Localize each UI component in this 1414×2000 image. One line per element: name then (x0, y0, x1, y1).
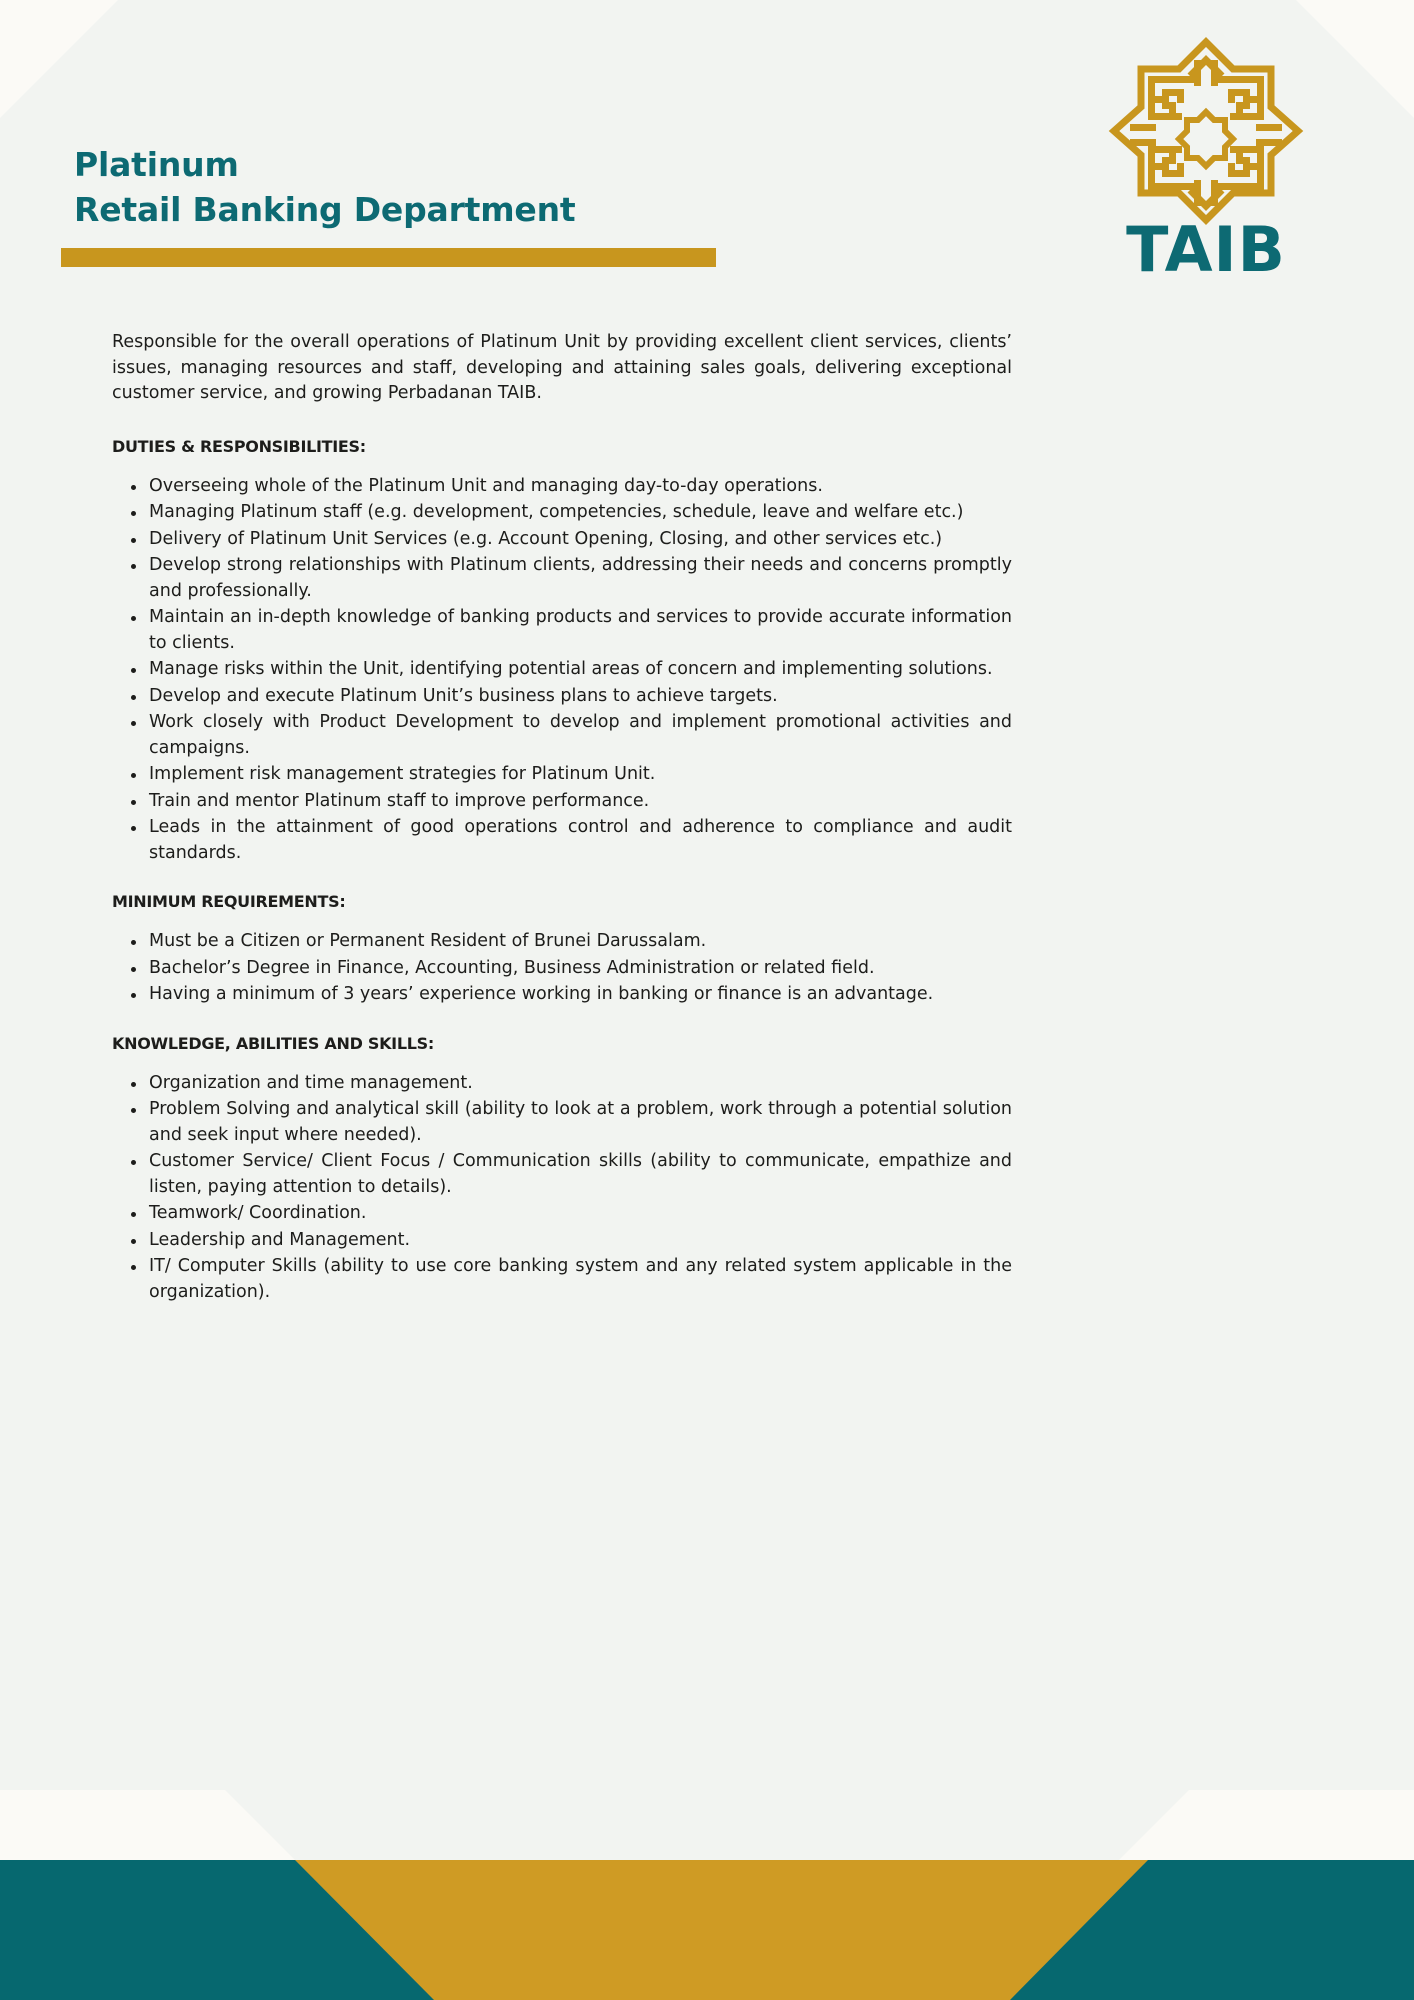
list-item: Leads in the attainment of good operations control and adherence to compliance and audit standards. (112, 815, 1012, 866)
section-heading-duties: DUTIES & RESPONSIBILITIES: (112, 436, 366, 456)
list-item: Work closely with Product Development to develop and implement promotional activities and campaigns. (112, 710, 1012, 761)
list-item: Develop strong relationships with Platinum clients, addressing their needs and concerns promptly and professionally. (112, 553, 1012, 604)
gold-divider-bar (61, 248, 716, 267)
title-line-1: Platinum (74, 145, 239, 184)
minimum-requirements-list (112, 929, 1012, 1008)
title-line-2: Retail Banking Department (74, 190, 576, 229)
list-item: IT/ Computer Skills (ability to use core banking system and any related system applicable in the organization). (112, 1254, 1012, 1305)
list-item: Managing Platinum staff (e.g. development, competencies, schedule, leave and welfare etc.) (112, 500, 1012, 526)
list-item: Bachelor’s Degree in Finance, Accounting, Business Administration or related field. (112, 956, 1012, 982)
taib-kufic-star-icon (1106, 36, 1306, 226)
section-knowledge-skills (112, 1034, 1012, 1306)
list-item: Having a minimum of 3 years’ experience working in banking or finance is an advantage. (112, 982, 1012, 1008)
footer-gold-trapezoid (0, 1860, 1414, 2000)
knowledge-skills-list (112, 1071, 1012, 1306)
list-item: Leadership and Management. (112, 1228, 1012, 1254)
list-item: Overseeing whole of the Platinum Unit and managing day-to-day operations. (112, 474, 1012, 500)
section-duties (112, 437, 1012, 867)
duties-list (112, 474, 1012, 867)
intro-paragraph: Responsible for the overall operations of Platinum Unit by providing excellent client services, clients’ issues, managing resources and staff, developing and attaining sales goals, delivering exceptional customer service, and growing Perbadanan TAIB. (112, 332, 1012, 403)
list-item: Implement risk management strategies for Platinum Unit. (112, 762, 1012, 788)
taib-logo (1086, 36, 1326, 286)
section-heading-knowledge-skills: KNOWLEDGE, ABILITIES AND SKILLS: (112, 1033, 434, 1053)
taib-wordmark: TAIB (1126, 213, 1286, 286)
page-title (74, 142, 575, 232)
document-footer (0, 1860, 1414, 2000)
list-item: Organization and time management. (112, 1071, 1012, 1097)
list-item: Must be a Citizen or Permanent Resident of Brunei Darussalam. (112, 929, 1012, 955)
list-item: Problem Solving and analytical skill (ability to look at a problem, work through a potential solution and seek input where needed). (112, 1097, 1012, 1148)
document-header (0, 0, 1414, 300)
list-item: Teamwork/ Coordination. (112, 1201, 1012, 1227)
list-item: Develop and execute Platinum Unit’s business plans to achieve targets. (112, 684, 1012, 710)
list-item: Maintain an in-depth knowledge of banking products and services to provide accurate information to clients. (112, 605, 1012, 656)
list-item: Train and mentor Platinum staff to improve performance. (112, 789, 1012, 815)
document-content (112, 330, 1012, 1331)
section-heading-minimum-requirements: MINIMUM REQUIREMENTS: (112, 892, 346, 911)
section-minimum-requirements (112, 892, 1012, 1008)
list-item: Delivery of Platinum Unit Services (e.g. Account Opening, Closing, and other services etc.) (112, 527, 1012, 553)
list-item: Manage risks within the Unit, identifying potential areas of concern and implementing solutions. (112, 657, 1012, 683)
list-item: Customer Service/ Client Focus / Communication skills (ability to communicate, empathize and listen, paying attention to details). (112, 1149, 1012, 1200)
